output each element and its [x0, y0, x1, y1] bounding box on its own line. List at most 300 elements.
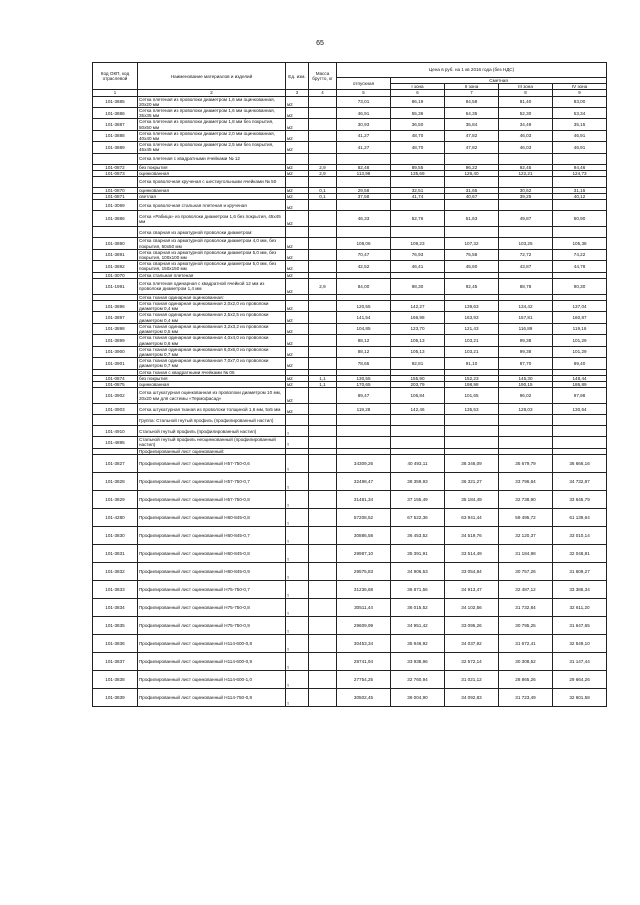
header-estimate: Сметная [391, 78, 607, 84]
row-price-zone-1 [391, 415, 445, 426]
row-price-zone-3: 157,81 [499, 312, 553, 323]
table-row [93, 238, 607, 249]
row-unit: т [286, 472, 309, 490]
row-price-zone-4 [553, 227, 607, 238]
row-price-zone-1 [391, 437, 445, 448]
page-number: 65 [316, 40, 324, 47]
row-price-zone-4: 124,73 [553, 170, 607, 176]
table-row [93, 404, 607, 415]
row-price-zone-2 [445, 153, 499, 164]
row-price-release: 30453,34 [337, 634, 391, 652]
header-unit: Ед. изм. [286, 63, 309, 90]
row-name: Сетка плетеная из проволоки диаметром 1,6 мм оцинкованная, 20х20 мм [138, 96, 286, 107]
row-price-zone-2: 101,65 [445, 388, 499, 404]
row-price-release: 89,47 [337, 388, 391, 404]
row-price-zone-3: 31 672,41 [499, 634, 553, 652]
row-name: Сетка «Рабица» из проволоки диаметром 1,6 без покрытия, 45х45 мм [138, 211, 286, 227]
row-code: 101-3839 [93, 688, 138, 706]
row-price-zone-1: 46,41 [391, 261, 445, 272]
row-price-zone-3: 28 865,26 [499, 670, 553, 688]
col-index: 9 [553, 90, 607, 96]
row-code: 101-3069 [93, 200, 138, 211]
row-price-zone-2: 47,82 [445, 130, 499, 141]
row-mass [309, 358, 337, 369]
row-price-zone-3: 99,38 [499, 335, 553, 346]
row-name: оцинкованная [138, 381, 286, 387]
row-code: 101-3885 [93, 96, 138, 107]
row-price-release [337, 200, 391, 211]
col-index: 2 [138, 90, 286, 96]
row-price-release: 31481,34 [337, 490, 391, 508]
row-price-zone-4 [553, 177, 607, 188]
row-unit [286, 227, 309, 238]
row-code: 101-0872 [93, 164, 138, 170]
row-name: Сетка тканая одинарная оцинкованная 2,0х2,0 из проволоки диаметром 0,4 мм [138, 301, 286, 312]
header-name: Наименование материалов и изделий [138, 63, 286, 90]
row-price-release: 41,27 [337, 130, 391, 141]
row-price-release: 29609,99 [337, 616, 391, 634]
row-mass [309, 388, 337, 404]
row-price-zone-3 [499, 227, 553, 238]
row-price-zone-4: 94,46 [553, 164, 607, 170]
row-unit: м2 [286, 375, 309, 381]
row-unit: т [286, 526, 309, 544]
row-code: 101-3902 [93, 388, 138, 404]
row-price-zone-2: 163,93 [445, 312, 499, 323]
row-price-zone-4: 50,90 [553, 211, 607, 227]
row-unit: т [286, 634, 309, 652]
row-price-zone-3: 43,87 [499, 261, 553, 272]
row-code: 101-3891 [93, 249, 138, 260]
row-name: Профилированный лист оцинкованный Н60-845-0,8 [138, 544, 286, 562]
row-price-zone-4: 89,40 [553, 358, 607, 369]
row-price-zone-4: 186,89 [553, 381, 607, 387]
row-code [93, 227, 138, 238]
row-price-zone-4: 29 664,26 [553, 670, 607, 688]
row-unit: т [286, 544, 309, 562]
row-mass [309, 177, 337, 188]
row-mass [309, 652, 337, 670]
row-name: Группа: Стальной гнутый профиль (профилированный настил) [138, 415, 286, 426]
row-price-release: 73,01 [337, 96, 391, 107]
row-price-zone-2: 103,21 [445, 346, 499, 357]
row-mass [309, 415, 337, 426]
row-code: 101-3829 [93, 490, 138, 508]
row-price-release [337, 415, 391, 426]
table-row [93, 211, 607, 227]
table-row [93, 130, 607, 141]
row-mass [309, 323, 337, 334]
table-row [93, 96, 607, 107]
table-row [93, 142, 607, 153]
row-price-zone-1: 86,19 [391, 96, 445, 107]
row-unit: м2 [286, 335, 309, 346]
row-price-zone-1: 166,98 [391, 312, 445, 323]
row-price-zone-2: 36 321,27 [445, 472, 499, 490]
header-zone-4: IV зона [553, 84, 607, 90]
row-price-release: 120,55 [337, 301, 391, 312]
row-code: 101-3837 [93, 652, 138, 670]
row-name: Сетка штукатурная оцинкованная из проволоки диаметром 10 мм, 20х20 мм для системы «Термофасад» [138, 388, 286, 404]
row-mass: 0,1 [309, 188, 337, 194]
row-code: 101-0874 [93, 375, 138, 381]
row-price-zone-2: 35 184,49 [445, 490, 499, 508]
row-mass [309, 346, 337, 357]
table-row [93, 526, 607, 544]
row-unit: т [286, 508, 309, 526]
row-price-zone-2: 33 514,49 [445, 544, 499, 562]
row-mass: 2,9 [309, 278, 337, 294]
row-code: 101-3831 [93, 544, 138, 562]
row-price-zone-4: 40,12 [553, 194, 607, 200]
col-index: 3 [286, 90, 309, 96]
row-price-zone-2 [445, 177, 499, 188]
row-price-zone-2: 31 021,12 [445, 670, 499, 688]
row-price-zone-3: 122,21 [499, 170, 553, 176]
row-price-release: 37,58 [337, 194, 391, 200]
row-price-zone-1: 98,30 [391, 278, 445, 294]
row-code: 101-3886 [93, 108, 138, 119]
row-name: Профилированный лист оцинкованный Н75-750-0,9 [138, 616, 286, 634]
row-price-zone-1: 76,93 [391, 249, 445, 260]
row-name: Сетка тканая одинарная оцинкованная 2,5х2,5 из проволоки диаметром 0,4 мм [138, 312, 286, 323]
row-price-zone-1 [391, 426, 445, 437]
table-row [93, 388, 607, 404]
table-row [93, 323, 607, 334]
row-name: Профилированный лист оцинкованный Н60-845-0,9 [138, 562, 286, 580]
row-price-zone-4 [553, 426, 607, 437]
row-price-zone-3: 52,30 [499, 108, 553, 119]
row-unit: т [286, 688, 309, 706]
row-price-zone-3: 32 487,12 [499, 580, 553, 598]
row-price-zone-2: 51,63 [445, 211, 499, 227]
row-unit [286, 177, 309, 188]
row-unit: м2 [286, 272, 309, 278]
row-name: оцинкованная [138, 170, 286, 176]
row-unit: м2 [286, 388, 309, 404]
row-mass [309, 426, 337, 437]
row-price-zone-2: 198,98 [445, 381, 499, 387]
row-price-release: 29575,83 [337, 562, 391, 580]
row-price-zone-2: 34 519,76 [445, 526, 499, 544]
row-unit: т [286, 616, 309, 634]
row-price-release: 170,65 [337, 381, 391, 387]
row-unit: т [286, 580, 309, 598]
row-name: Профилированный лист оцинкованный Н114-600-1,0 [138, 670, 286, 688]
row-price-zone-4: 33 386,34 [553, 580, 607, 598]
row-unit: м2 [286, 142, 309, 153]
col-index: 1 [93, 90, 138, 96]
table-row [93, 437, 607, 448]
row-mass: 1,1 [309, 381, 337, 387]
row-unit: м2 [286, 170, 309, 176]
row-name: Сетка сварная из арматурной проволоки диаметром 5,0 мм, без покрытия, 150х150 мм [138, 261, 286, 272]
row-mass [309, 544, 337, 562]
row-price-zone-1: 105,13 [391, 335, 445, 346]
row-price-zone-2: 107,32 [445, 238, 499, 249]
row-code: 101-0875 [93, 381, 138, 387]
row-price-zone-3: 87,70 [499, 358, 553, 369]
row-unit: м2 [286, 164, 309, 170]
row-price-release: 70,47 [337, 249, 391, 260]
row-unit: м2 [286, 381, 309, 387]
header-zone-2: II зона [445, 84, 499, 90]
row-price-zone-1: 32,51 [391, 188, 445, 194]
row-name: Сетка плетеная из проволоки диаметром 1,6 мм оцинкованная, 35х35 мм [138, 108, 286, 119]
row-unit: м2 [286, 238, 309, 249]
row-price-zone-1: 89,55 [391, 164, 445, 170]
row-price-zone-1: 34 906,53 [391, 562, 445, 580]
row-code: 101-3832 [93, 562, 138, 580]
row-price-release: 113,98 [337, 170, 391, 176]
row-price-zone-2: 84,58 [445, 96, 499, 107]
row-price-release: 29,58 [337, 188, 391, 194]
row-price-release: 130,55 [337, 375, 391, 381]
row-mass: 1,1 [309, 375, 337, 381]
row-mass [309, 598, 337, 616]
row-unit: т [286, 598, 309, 616]
row-price-zone-4: 44,78 [553, 261, 607, 272]
row-unit: м2 [286, 404, 309, 415]
row-price-zone-4: 148,44 [553, 375, 607, 381]
row-price-zone-4: 31,15 [553, 188, 607, 194]
row-price-zone-1: 106,84 [391, 388, 445, 404]
row-code [93, 153, 138, 164]
row-price-zone-1: 142,27 [391, 301, 445, 312]
row-name: Сетка проволочная крученая с шестиугольными ячейками № 50 [138, 177, 286, 188]
row-unit: м2 [286, 188, 309, 194]
row-price-zone-4: 31 147,44 [553, 652, 607, 670]
row-code: 101-3899 [93, 335, 138, 346]
row-name: Сетка плетеная с квадратными ячейками № 12 [138, 153, 286, 164]
row-code: 101-3835 [93, 616, 138, 634]
row-code: 101-3896 [93, 301, 138, 312]
row-price-zone-3 [499, 426, 553, 437]
row-price-zone-4: 90,30 [553, 278, 607, 294]
row-price-release: 119,28 [337, 404, 391, 415]
row-name: Сетка тканая одинарная оцинкованная 7,0х7,0 из проволоки диаметром 0,7 мм [138, 358, 286, 369]
row-code: 101-3898 [93, 323, 138, 334]
row-price-zone-3: 32 738,90 [499, 490, 553, 508]
table-row [93, 249, 607, 260]
row-price-zone-2: 34 037,92 [445, 634, 499, 652]
row-price-zone-1: 35 946,92 [391, 634, 445, 652]
row-price-zone-4: 46,91 [553, 142, 607, 153]
row-name: Стальной гнутый профиль неоцинкованный (профилированный настил) [138, 437, 286, 448]
row-mass [309, 249, 337, 260]
row-price-zone-4: 97,98 [553, 388, 607, 404]
row-mass [309, 261, 337, 272]
row-price-zone-3: 30,62 [499, 188, 553, 194]
row-mass [309, 335, 337, 346]
row-name: Сетка плетеная одинарная с квадратной ячейкой 12 мм из проволоки диаметром 1,4 мм [138, 278, 286, 294]
row-price-zone-4: 137,04 [553, 301, 607, 312]
table-row [93, 652, 607, 670]
row-code: 101-3828 [93, 472, 138, 490]
row-unit [286, 153, 309, 164]
row-mass: 2,9 [309, 170, 337, 176]
table-row [93, 108, 607, 119]
row-price-zone-3: 35 679,79 [499, 454, 553, 472]
row-price-zone-2: 31,65 [445, 188, 499, 194]
row-price-release: 57208,52 [337, 508, 391, 526]
row-price-zone-4: 105,38 [553, 238, 607, 249]
row-name: без покрытия [138, 164, 286, 170]
col-index: 8 [499, 90, 553, 96]
table-row [93, 670, 607, 688]
row-price-zone-1 [391, 200, 445, 211]
row-mass [309, 312, 337, 323]
row-price-zone-3: 31 184,98 [499, 544, 553, 562]
row-price-release [337, 153, 391, 164]
row-price-zone-3: 116,89 [499, 323, 553, 334]
row-price-release: 27754,25 [337, 670, 391, 688]
row-unit: м2 [286, 261, 309, 272]
header-code: Код ОКП, код отраслевой [93, 63, 138, 90]
row-price-release: 30511,44 [337, 598, 391, 616]
table-row [93, 278, 607, 294]
row-unit: м2 [286, 211, 309, 227]
row-price-zone-3: 88,78 [499, 278, 553, 294]
table-row [93, 153, 607, 164]
row-price-zone-2: 47,82 [445, 142, 499, 153]
row-price-release: 78,65 [337, 358, 391, 369]
row-price-zone-4: 160,87 [553, 312, 607, 323]
row-price-release: 104,85 [337, 323, 391, 334]
table-row [93, 490, 607, 508]
row-name: Сетка тканая одинарная оцинкованная 6,0х6,0 из проволоки диаметром 0,7 мм [138, 346, 286, 357]
row-price-zone-2: 34 092,83 [445, 688, 499, 706]
row-price-zone-3: 33 796,64 [499, 472, 553, 490]
row-mass [309, 634, 337, 652]
row-price-zone-4: 33 010,14 [553, 526, 607, 544]
row-price-zone-4 [553, 200, 607, 211]
row-price-zone-1: 142,46 [391, 404, 445, 415]
row-unit: т [286, 670, 309, 688]
row-price-zone-1: 55,36 [391, 108, 445, 119]
row-unit: м2 [286, 323, 309, 334]
row-code: 101-0873 [93, 170, 138, 176]
row-unit: т [286, 454, 309, 472]
row-price-zone-1: 123,70 [391, 323, 445, 334]
row-code: 101-3900 [93, 346, 138, 357]
row-price-zone-2 [445, 200, 499, 211]
row-price-zone-3: 46,03 [499, 142, 553, 153]
row-price-zone-1: 38 359,93 [391, 472, 445, 490]
row-unit: т [286, 490, 309, 508]
row-price-release [337, 227, 391, 238]
header-zone-1: I зона [391, 84, 445, 90]
row-mass [309, 688, 337, 706]
row-code: 101-3834 [93, 598, 138, 616]
header-mass: Масса брутто, кг [309, 63, 337, 90]
row-name: Профилированный лист оцинкованный Н60-845-0,7 [138, 526, 286, 544]
row-price-zone-3: 134,42 [499, 301, 553, 312]
row-mass: 2,9 [309, 164, 337, 170]
row-price-zone-3: 190,15 [499, 381, 553, 387]
row-price-zone-4: 32 611,20 [553, 598, 607, 616]
table-row [93, 562, 607, 580]
row-code: 101-1991 [93, 278, 138, 294]
row-name: светлая [138, 194, 286, 200]
row-unit: м2 [286, 358, 309, 369]
row-price-zone-2: 63 941,44 [445, 508, 499, 526]
table-row [93, 358, 607, 369]
row-unit: м2 [286, 96, 309, 107]
row-price-zone-1: 36,50 [391, 119, 445, 130]
row-price-zone-4 [553, 415, 607, 426]
row-code: 101-3886 [93, 211, 138, 227]
table-row [93, 616, 607, 634]
row-name: без покрытия [138, 375, 286, 381]
header-price-group: Цена в руб. на 1 кв 2016 года (без НДС) [337, 63, 607, 78]
row-mass [309, 211, 337, 227]
row-price-zone-1: 92,81 [391, 358, 445, 369]
row-price-zone-3: 96,02 [499, 388, 553, 404]
row-mass [309, 508, 337, 526]
row-mass: 0,1 [309, 194, 337, 200]
row-price-zone-3: 72,72 [499, 249, 553, 260]
row-price-zone-4: 46,91 [553, 130, 607, 141]
row-price-zone-4: 83,00 [553, 96, 607, 107]
row-unit: м2 [286, 200, 309, 211]
row-price-zone-4: 32 601,58 [553, 688, 607, 706]
table-row [93, 119, 607, 130]
row-mass [309, 130, 337, 141]
row-price-zone-3 [499, 437, 553, 448]
table-row [93, 335, 607, 346]
row-price-zone-2: 152,23 [445, 375, 499, 381]
row-price-zone-2: 54,35 [445, 108, 499, 119]
row-name: Сетка проволочная стальная плетеная и крученая [138, 200, 286, 211]
row-price-release: 34309,26 [337, 454, 391, 472]
row-price-zone-3: 32 120,37 [499, 526, 553, 544]
row-unit: м2 [286, 346, 309, 357]
row-name: Сетка тканая одинарная оцинкованная: [138, 294, 286, 300]
row-price-zone-1: 203,79 [391, 381, 445, 387]
row-unit: т [286, 562, 309, 580]
row-price-zone-2 [445, 437, 499, 448]
row-code: 101-3897 [93, 312, 138, 323]
row-price-zone-1: 105,13 [391, 346, 445, 357]
table-row [93, 301, 607, 312]
row-price-zone-1: 32 760,94 [391, 670, 445, 688]
row-name: Сетка плетеная из проволоки диаметром 2,5 мм без покрытия, 45х45 мм [138, 142, 286, 153]
row-code: 101-3888 [93, 130, 138, 141]
row-price-zone-3: 81,40 [499, 96, 553, 107]
row-code: 101-3890 [93, 238, 138, 249]
row-code: 101-3830 [93, 526, 138, 544]
row-code: 101-3892 [93, 261, 138, 272]
row-price-zone-1: 36 871,56 [391, 580, 445, 598]
row-unit: м2 [286, 108, 309, 119]
row-price-zone-2 [445, 426, 499, 437]
row-price-zone-4: 101,29 [553, 335, 607, 346]
row-price-zone-4: 74,22 [553, 249, 607, 260]
table-row [93, 227, 607, 238]
row-price-release: 42,52 [337, 261, 391, 272]
table-header [93, 63, 607, 97]
row-price-zone-1: 48,70 [391, 130, 445, 141]
row-mass [309, 580, 337, 598]
row-price-zone-2: 91,10 [445, 358, 499, 369]
row-price-zone-1: 37 155,49 [391, 490, 445, 508]
row-name: Сетка тканая одинарная оцинкованная 3,2х3,2 из проволоки диаметром 0,5 мм [138, 323, 286, 334]
row-price-release: 46,33 [337, 211, 391, 227]
row-price-release: 29987,10 [337, 544, 391, 562]
row-price-zone-2: 139,63 [445, 301, 499, 312]
row-price-zone-4: 119,16 [553, 323, 607, 334]
